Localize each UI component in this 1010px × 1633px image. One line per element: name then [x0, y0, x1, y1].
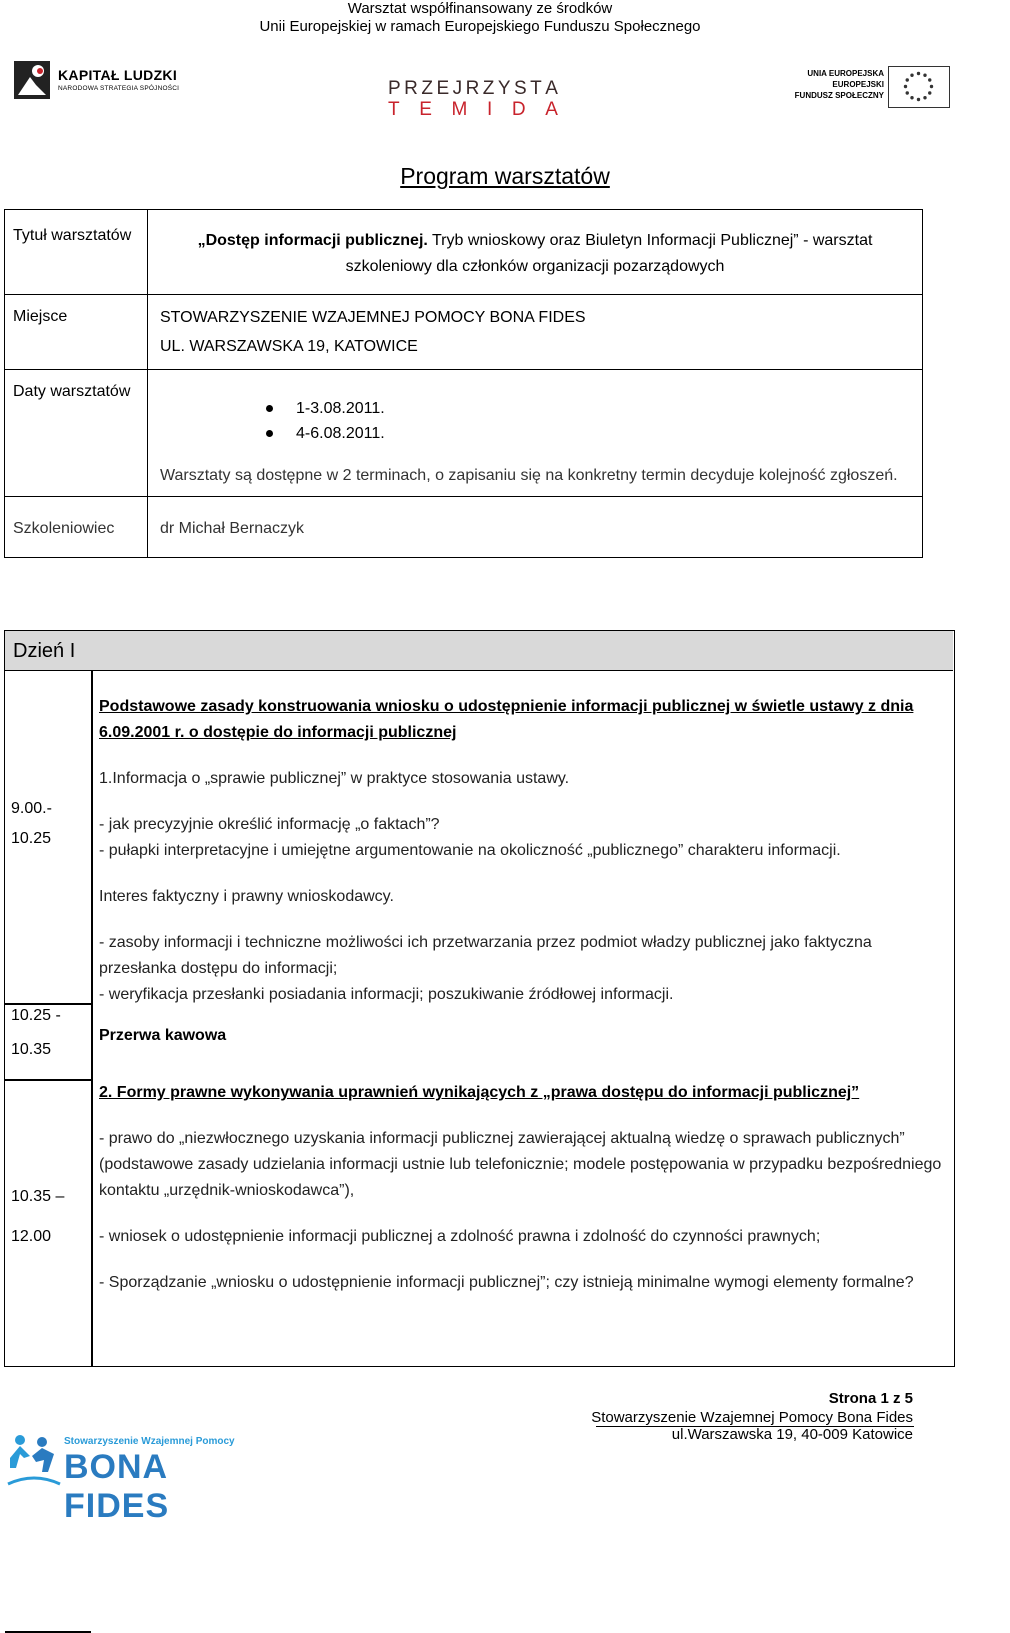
- eu-star-icon: [906, 91, 909, 94]
- logo-letter: R: [465, 78, 480, 99]
- eu-line1: UNIA EUROPEJSKA: [807, 69, 884, 78]
- day1-schedule: [4, 630, 955, 1367]
- przejrzysta-temida-logo: [388, 78, 568, 122]
- logo-letter: R: [404, 78, 418, 99]
- workshop-info-table: [4, 209, 923, 558]
- trainer-value: dr Michał Bernaczyk: [148, 497, 923, 558]
- eu-star-icon: [923, 96, 926, 99]
- place-line1: STOWARZYSZENIE WZAJEMNEJ POMOCY BONA FIDES: [160, 309, 586, 326]
- logo-letter: T: [388, 99, 400, 120]
- block1-item: - pułapki interpretacyjne i umiejętne argumentowanie na okoliczność „publicznego” charakteru informacji.: [99, 842, 841, 859]
- title-label: Tytuł warsztatów: [5, 210, 148, 295]
- block2-time-end: 10.35: [11, 1041, 52, 1058]
- title-value-rest: Tryb wnioskowy oraz Biuletyn Informacji Publicznej” - warsztat szkoleniowy dla członków organizacji pozarządowych: [345, 232, 873, 275]
- block1-heading: Podstawowe zasady konstruowania wniosku o udostępnienie informacji publicznej w świetle ustawy z dnia 6.09.2001 r. o dostępie do informacji publicznej: [99, 698, 914, 741]
- trainer-row: [5, 497, 923, 558]
- eu-star-icon: [906, 78, 909, 81]
- logo-letter: P: [388, 78, 401, 99]
- dates-value: [148, 370, 923, 497]
- row-divider: [5, 1079, 91, 1081]
- eu-star-icon: [904, 85, 907, 88]
- dates-row: [5, 370, 923, 497]
- block2-time-start: 10.25 -: [11, 1007, 61, 1024]
- block3-time-end: 12.00: [11, 1228, 52, 1245]
- funding-note-line1: Warsztat współfinansowany ze środków: [347, 0, 613, 17]
- eu-star-icon: [910, 96, 913, 99]
- trainer-label: Szkoleniowiec: [5, 497, 148, 558]
- page-title: Program warsztatów: [400, 163, 610, 189]
- funding-note-line2: Unii Europejskiej w ramach Europejskiego Funduszu Społecznego: [259, 18, 701, 35]
- footer-org-name: Stowarzyszenie Wzajemnej Pomocy Bona Fides: [591, 1409, 913, 1426]
- row-divider: [5, 1631, 91, 1633]
- kapital-ludzki-title: KAPITAŁ LUDZKI: [58, 67, 178, 83]
- eu-star-icon: [930, 85, 933, 88]
- eu-line3: FUNDUSZ SPOŁECZNY: [794, 91, 884, 100]
- place-label: Miejsce: [5, 295, 148, 370]
- place-row: [5, 295, 923, 370]
- footer-address: ul.Warszawska 19, 40-009 Katowice: [671, 1426, 913, 1443]
- bona-fides-people-icon: [6, 1432, 62, 1490]
- eu-flag-icon: [888, 66, 950, 108]
- logo-letter: A: [545, 99, 558, 120]
- logo-letter: Y: [497, 78, 511, 99]
- logo-letter: E: [419, 99, 432, 120]
- eu-star-icon: [928, 91, 931, 94]
- date-item: 4-6.08.2011.: [296, 421, 910, 446]
- dates-note: Warsztaty są dostępne w 2 terminach, o zapisaniu się na konkretny termin decyduje kolejność zgłoszeń.: [160, 467, 898, 484]
- eu-star-icon: [923, 74, 926, 77]
- eu-line2: EUROPEJSKI: [832, 80, 884, 89]
- logo-letter: T: [530, 78, 542, 99]
- logo-letter: E: [436, 78, 450, 99]
- block3-time: [11, 1184, 64, 1250]
- bona-fides-logo: [6, 1432, 256, 1525]
- temida-word: [388, 99, 558, 120]
- logo-letter: D: [511, 99, 526, 120]
- place-line2: UL. WARSZAWSKA 19, KATOWICE: [160, 338, 418, 355]
- block2-text: Przerwa kawowa: [99, 1027, 227, 1044]
- title-value: [148, 210, 923, 295]
- block3-heading: 2. Formy prawne wykonywania uprawnień wynikających z „prawa dostępu do informacji publicznej”: [99, 1084, 860, 1101]
- eu-star-icon: [917, 72, 920, 75]
- eu-star-icon: [917, 98, 920, 101]
- day1-header: Dzień I: [5, 631, 953, 671]
- logo-letter: S: [514, 78, 527, 99]
- eu-star-icon: [910, 74, 913, 77]
- kapital-ludzki-subtitle: NARODOWA STRATEGIA SPÓJNOŚCI: [58, 85, 180, 92]
- kapital-ludzki-logo: [12, 55, 182, 105]
- eu-star-icon: [928, 78, 931, 81]
- block1-time-start: 9.00.-: [11, 800, 52, 817]
- time-column-divider: [91, 671, 93, 1366]
- block3-item: - Sporządzanie „wniosku o udostępnienie informacji publicznej”; czy istnieją minimalne wymogi elementy formalne?: [99, 1274, 914, 1291]
- block1-item: - zasoby informacji i techniczne możliwości ich przetwarzania przez podmiot władzy publicznej jako faktyczna przesłanka dostępu do informacji;: [99, 934, 872, 977]
- dates-list: [296, 396, 910, 446]
- logo-letter: Z: [421, 78, 433, 99]
- place-value: [148, 295, 923, 370]
- title-row: [5, 210, 923, 295]
- logo-letter: Z: [482, 78, 495, 99]
- bona-fides-logo-small: Stowarzyszenie Wzajemnej Pomocy: [64, 1436, 235, 1447]
- logo-letter: M: [451, 99, 468, 120]
- block1-item: - jak precyzyjnie określić informację „o faktach”?: [99, 816, 440, 833]
- block2-time: [11, 1003, 61, 1063]
- page-number: Strona 1 z 5: [828, 1390, 913, 1407]
- bona-fides-logo-big: BONA FIDES: [64, 1448, 170, 1525]
- kapital-ludzki-emblem-icon: [12, 55, 54, 105]
- block3-item: - wniosek o udostępnienie informacji publicznej a zdolność prawna i zdolność do czynności prawnych;: [99, 1228, 821, 1245]
- block3-time-start: 10.35 –: [11, 1188, 65, 1205]
- date-item: 1-3.08.2011.: [296, 396, 910, 421]
- logo-letter: A: [545, 78, 558, 99]
- block3-item: - prawo do „niezwłocznego uzyskania informacji publicznej zawierającej aktualną wiedzę o sprawach publicznych” (podstawowe zasady udzielania informacji ustnie lub telefonicznie; modele postępowania w przypadku bezpośredniego kontaktu „urzędnik-wnioskodawca”),: [99, 1130, 942, 1199]
- dates-label: Daty warsztatów: [5, 370, 148, 497]
- block1-agenda: [99, 694, 949, 1008]
- block1-time: [11, 796, 52, 852]
- title-value-bold: „Dostęp informacji publicznej.: [197, 232, 428, 249]
- przejrzysta-word: [388, 78, 558, 99]
- block3-agenda: [99, 1080, 949, 1296]
- block1-item: - weryfikacja przesłanki posiadania informacji; poszukiwanie źródłowej informacji.: [99, 986, 674, 1003]
- eu-logo-text: [792, 68, 884, 101]
- block1-item: 1.Informacja o „sprawie publicznej” w praktyce stosowania ustawy.: [99, 770, 570, 787]
- eu-logo: [792, 66, 958, 110]
- block1-item: Interes faktyczny i prawny wnioskodawcy.: [99, 888, 394, 905]
- logo-letter: I: [487, 99, 493, 120]
- logo-letter: J: [452, 78, 463, 99]
- block1-time-end: 10.25: [11, 830, 52, 847]
